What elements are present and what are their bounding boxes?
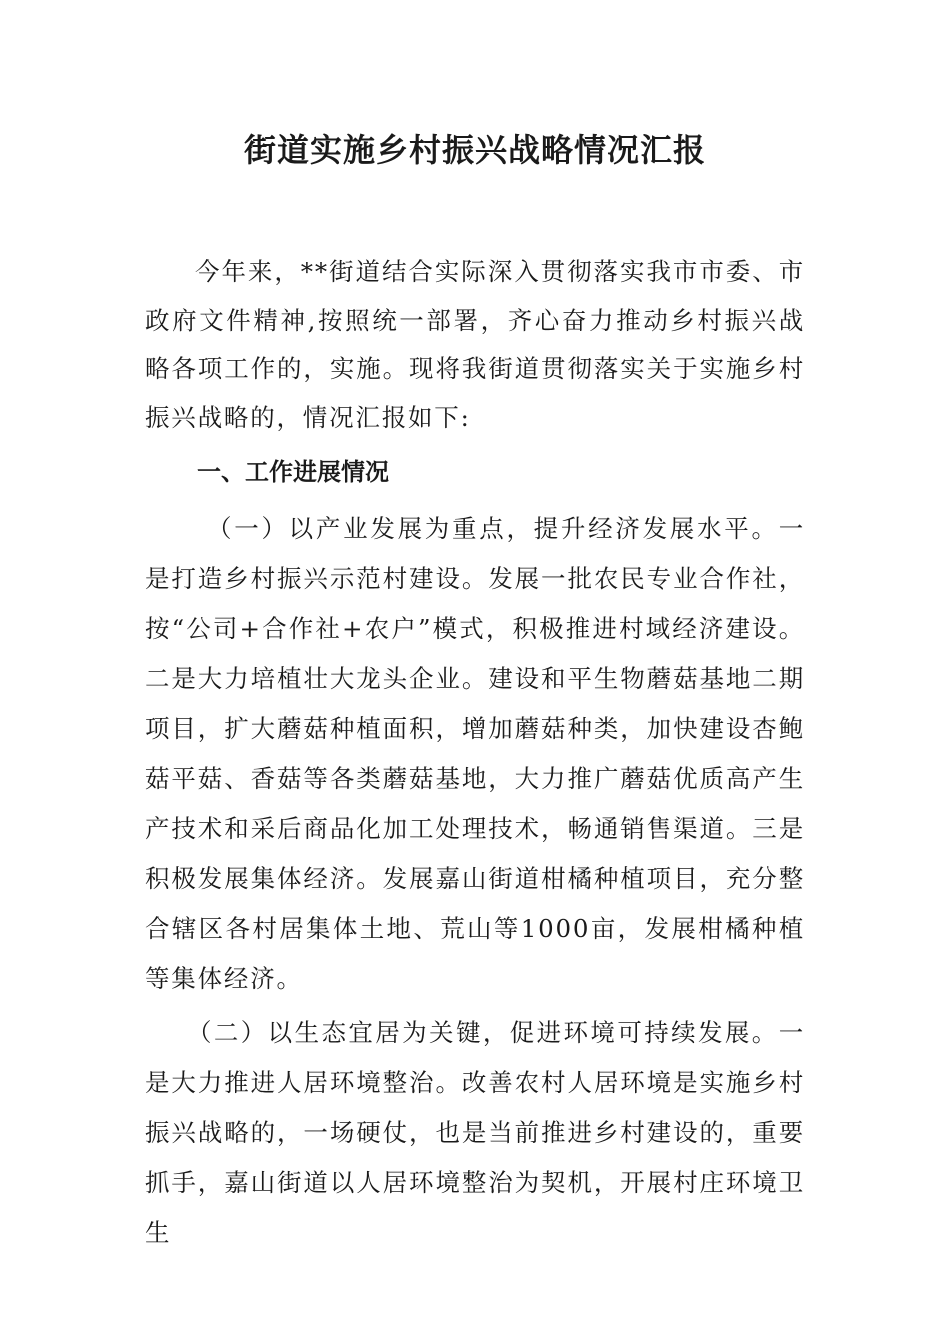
section-heading-work-progress: 一、工作进展情况 [197, 458, 389, 486]
intro-paragraph: 今年来，**街道结合实际深入贯彻落实我市市委、市政府文件精神,按照统一部署，齐心奋力推动乡村振兴战略各项工作的，实施。现将我街道贯彻落实关于实施乡村振兴战略的，情况汇报如下: [145, 257, 805, 432]
document-body [145, 248, 805, 1258]
document-title: 街道实施乡村振兴战略情况汇报 [243, 131, 706, 169]
subsection-industry-paragraph: （一）以产业发展为重点，提升经济发展水平。一是打造乡村振兴示范村建设。发展一批农民专业合作社，按“公司+合作社+农户”模式，积极推进村域经济建设。二是大力培植壮大龙头企业。建设和平生物蘑菇基地二期项目，扩大蘑菇种植面积，增加蘑菇种类，加快建设杏鲍菇平菇、香菇等各类蘑菇基地，大力推广蘑菇优质高产生产技术和采后商品化加工处理技术，畅通销售渠道。三是积极发展集体经济。发展嘉山街道柑橘种植项目，充分整合辖区各村居集体土地、荒山等1000亩，发展柑橘种植等集体经济。 [145, 514, 805, 993]
subsection-ecology-paragraph: （二）以生态宜居为关键，促进环境可持续发展。一是大力推进人居环境整治。改善农村人居环境是实施乡村振兴战略的，一场硬仗，也是当前推进乡村建设的，重要抓手，嘉山街道以人居环境整治为契机，开展村庄环境卫生 [145, 1018, 805, 1247]
